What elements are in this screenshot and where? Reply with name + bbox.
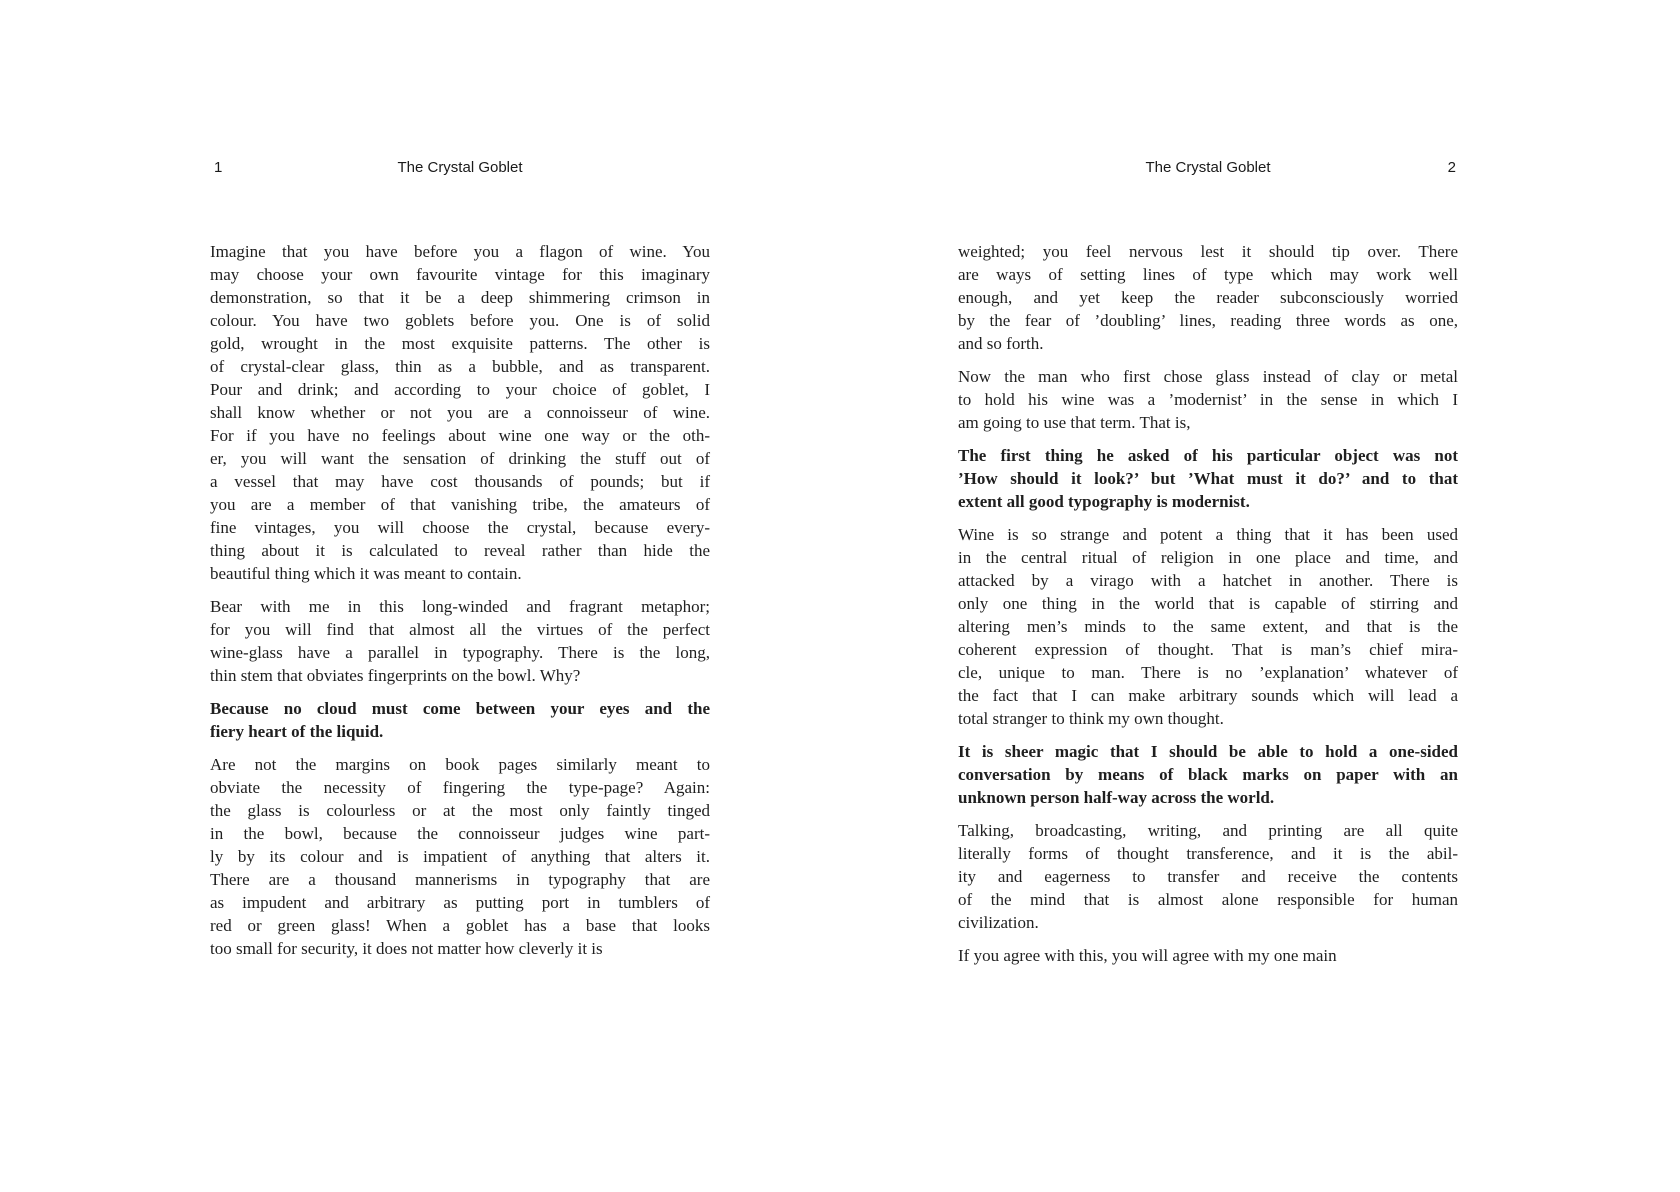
text-line: enough, and yet keep the reader subconsciously worried	[958, 288, 1458, 307]
text-line: Wine is so strange and potent a thing that it has been used	[958, 525, 1458, 544]
text-line: fine vintages, you will choose the crystal, because every-	[210, 518, 710, 537]
page-body-right	[958, 240, 1458, 967]
page-number-left: 1	[214, 159, 223, 176]
text-line: by the fear of ’doubling’ lines, reading three words as one,	[958, 311, 1458, 330]
text-line: only one thing in the world that is capable of stirring and	[958, 594, 1458, 613]
text-line: colour. You have two goblets before you. One is of solid	[210, 311, 710, 330]
text-line: the fact that I can make arbitrary sounds which will lead a	[958, 686, 1458, 705]
text-line: beautiful thing which it was meant to contain.	[210, 564, 522, 583]
text-line: attacked by a virago with a hatchet in another. There is	[958, 571, 1458, 590]
text-line: obviate the necessity of fingering the type-page? Again:	[210, 778, 710, 797]
text-line: Now the man who first chose glass instead of clay or metal	[958, 367, 1458, 386]
text-line: thin stem that obviates fingerprints on the bowl. Why?	[210, 666, 581, 685]
text-line: civilization.	[958, 913, 1039, 932]
text-line: as impudent and arbitrary as putting port in tumblers of	[210, 893, 710, 912]
running-title-right: The Crystal Goblet	[1145, 159, 1271, 176]
text-line: of crystal-clear glass, thin as a bubble, and as transparent.	[210, 357, 710, 376]
text-line: literally forms of thought transference, and it is the abil-	[958, 844, 1458, 863]
running-header-left	[210, 158, 710, 178]
text-line: demonstration, so that it be a deep shimmering crimson in	[210, 288, 710, 307]
text-line: er, you will want the sensation of drinking the stuff out of	[210, 449, 710, 468]
text-line: are ways of setting lines of type which may work well	[958, 265, 1458, 284]
text-line: cle, unique to man. There is no ’explanation’ whatever of	[958, 663, 1458, 682]
text-line: Imagine that you have before you a flagon of wine. You	[210, 242, 710, 261]
paragraph	[210, 753, 710, 960]
text-line: If you agree with this, you will agree with my one main	[958, 946, 1337, 965]
text-line: ’How should it look?’ but ’What must it do?’ and to that	[958, 469, 1458, 488]
text-line: ly by its colour and is impatient of anything that alters it.	[210, 847, 710, 866]
text-line: Are not the margins on book pages similarly meant to	[210, 755, 710, 774]
text-line: conversation by means of black marks on paper with an	[958, 765, 1458, 784]
text-line: shall know whether or not you are a connoisseur of wine.	[210, 403, 710, 422]
text-line: in the bowl, because the connoisseur judges wine part-	[210, 824, 710, 843]
paragraph	[958, 819, 1458, 934]
text-line: extent all good typography is modernist.	[958, 492, 1250, 511]
text-line: It is sheer magic that I should be able to hold a one-sided	[958, 742, 1458, 761]
emphasis-paragraph	[958, 740, 1458, 809]
paragraph	[210, 240, 710, 585]
paragraph	[210, 595, 710, 687]
text-line: am going to use that term. That is,	[958, 413, 1191, 432]
text-line: Bear with me in this long-winded and fragrant metaphor;	[210, 597, 710, 616]
text-line: for you will find that almost all the virtues of the perfect	[210, 620, 710, 639]
text-line: Talking, broadcasting, writing, and printing are all quite	[958, 821, 1458, 840]
emphasis-paragraph	[210, 697, 710, 743]
emphasis-paragraph	[958, 444, 1458, 513]
text-line: weighted; you feel nervous lest it should tip over. There	[958, 242, 1458, 261]
text-line: the glass is colourless or at the most only faintly tinged	[210, 801, 710, 820]
text-line: unknown person half-way across the world.	[958, 788, 1275, 807]
text-line: fiery heart of the liquid.	[210, 722, 384, 741]
running-header-right	[958, 158, 1458, 178]
text-line: altering men’s minds to the same extent, and that is the	[958, 617, 1458, 636]
text-line: ity and eagerness to transfer and receive the contents	[958, 867, 1458, 886]
text-line: in the central ritual of religion in one place and time, and	[958, 548, 1458, 567]
text-line: There are a thousand mannerisms in typography that are	[210, 870, 710, 889]
running-title-left: The Crystal Goblet	[397, 159, 523, 176]
text-line: coherent expression of thought. That is man’s chief mira-	[958, 640, 1458, 659]
text-line: thing about it is calculated to reveal rather than hide the	[210, 541, 710, 560]
text-line: red or green glass! When a goblet has a base that looks	[210, 916, 710, 935]
text-line: wine-glass have a parallel in typography. There is the long,	[210, 643, 710, 662]
text-line: For if you have no feelings about wine one way or the oth-	[210, 426, 710, 445]
page-left	[210, 158, 710, 960]
paragraph	[958, 240, 1458, 355]
text-line: to hold his wine was a ’modernist’ in the sense in which I	[958, 390, 1458, 409]
page-right	[958, 158, 1458, 967]
text-line: a vessel that may have cost thousands of pounds; but if	[210, 472, 710, 491]
text-line: gold, wrought in the most exquisite patterns. The other is	[210, 334, 710, 353]
paragraph	[958, 523, 1458, 730]
text-line: and so forth.	[958, 334, 1044, 353]
text-line: total stranger to think my own thought.	[958, 709, 1224, 728]
text-line: too small for security, it does not matter how cleverly it is	[210, 939, 603, 958]
text-line: The first thing he asked of his particular object was not	[958, 446, 1458, 465]
text-line: of the mind that is almost alone responsible for human	[958, 890, 1458, 909]
text-line: you are a member of that vanishing tribe, the amateurs of	[210, 495, 710, 514]
text-line: Pour and drink; and according to your choice of goblet, I	[210, 380, 710, 399]
paragraph	[958, 944, 1458, 967]
page-body-left	[210, 240, 710, 960]
page-number-right: 2	[1447, 159, 1456, 176]
paragraph	[958, 365, 1458, 434]
text-line: Because no cloud must come between your eyes and the	[210, 699, 710, 718]
text-line: may choose your own favourite vintage for this imaginary	[210, 265, 710, 284]
